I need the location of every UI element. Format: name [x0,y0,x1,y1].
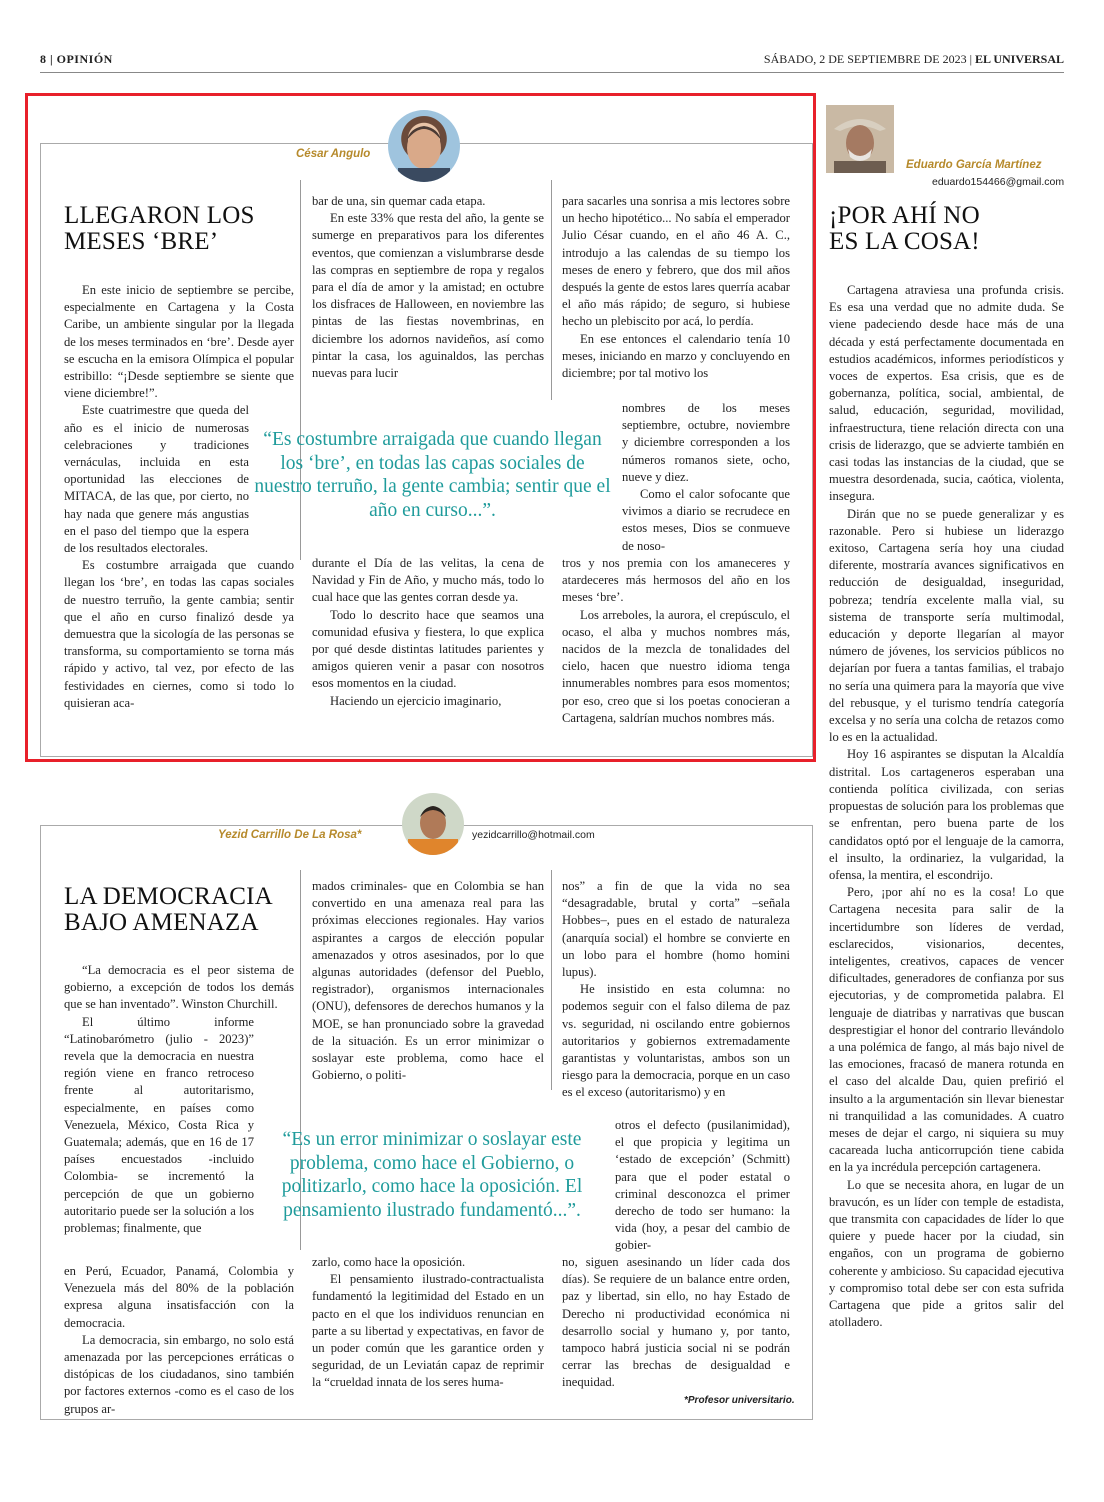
paragraph: nos” a fin de que la vida no sea “desagradable, brutal y corta” –señala Hobbes–, pues en el estado de naturaleza (anarquía social) el hombre se convierte en un lobo para el hombre (homo homini lupus). [562,879,790,980]
article-column [615,1117,790,1255]
paragraph: no, siguen asesinando un líder cada dos días). Se requiere de un balance entre orden, paz y libertad, sin ello, no hay Estado de Derecho ni productividad económica ni desarrollo social y humano y, por tanto, tampoco habrá justicia social ni se podrán cerrar las brechas de desigualdad e inequidad. [562,1255,790,1390]
article-column [829,282,1064,1331]
paragraph: “La democracia es el peor sistema de gobierno, a excepción de todos los demás que se han inventado”. Winston Churchill. [64,963,294,1012]
article-column [64,1263,294,1418]
date-text: SÁBADO, 2 DE SEPTIEMBRE DE 2023 | [763,52,975,66]
article-column [312,878,544,1084]
paragraph: Hoy 16 aspirantes se disputan la Alcaldía distrital. Los cartageneros esperaban una contienda política civilizada, con serias propuestas de solución para los problemas que se enfrentan, pero buena parte de los candidatos optó por el lenguaje de la camorra, el insulto, la ordinariez, la vulgaridad, la ofensa, la mentira, el escondrijo. [829,747,1064,882]
paragraph: durante el Día de las velitas, la cena de Navidad y Fin de Año, y mucho más, todo lo cual hace que las gentes corran desde ya. [312,556,544,605]
paragraph: Pero, ¡por ahí no es la cosa! Lo que Cartagena necesita para salir de la incertidumbre son líderes de verdad, esclarecidos, visionarios, decentes, inteligentes, creativos, capaces de vencer dificultades, generadores de confianza por sus ejecutorias, y de comprometida palabra. El lenguaje de diatribas y narrativas que buscan desprestigiar el honor del contrario llevándolo a una polémica de fango, al más bajo nivel de las emociones, fracasó de manera rotunda en el caso del alcalde Dau, quien prefirió el insulto a la argumentación sin llevar bienestar ni tranquilidad a las comunidades. A cuatro meses de dejar el cargo, ni siquiera su muy cacareada lucha anticorrupción tiene cabida en la ya incrédula percepción cartagenera. [829,885,1064,1175]
paper-name: EL UNIVERSAL [974,52,1064,66]
paragraph: para sacarles una sonrisa a mis lectores sobre un hecho hipotético... No sabía el emperador Julio César cuando, en el año 46 A. C., introdujo a las calendas de su tiempo los meses de enero y febrero, que dos mil años después la gente de estos lares querría acabar el año más rápido; de seguro, si hubiese hecho un plebiscito por acá, lo perdía. [562,194,790,329]
paragraph: El pensamiento ilustrado-contractualista fundamentó la legitimidad del Estado en un pacto en el que los individuos renuncian en parte a su libertad y expectativas, en favor de un poder común que les garantice orden y seguridad, de un Leviatán capaz de reprimir la “crueldad innata de los seres huma- [312,1272,544,1390]
paragraph: La democracia, sin embargo, no solo está amenazada por las percepciones erráticas o distópicas de los ciudadanos, sino también por factores externos -como es el caso de los grupos ar- [64,1332,294,1416]
paragraph: En este 33% que resta del año, la gente se sumerge en preparativos para los diferentes eventos, que comienzan a vislumbrarse desde las compras en septiembre de ropa y regalos para el día de amor y la amistad; en octubre los disfraces de Halloween, en noviembre las pintas de las fiestas novembrinas, en diciembre los adornos navideños, así como pintar la casa, los aguinaldos, las perchas nuevas para lucir [312,211,544,381]
section-label: 8 | OPINIÓN [40,52,113,66]
column-divider [551,870,552,1090]
paragraph: En ese entonces el calendario tenía 10 meses, iniciando en marzo y concluyendo en diciembre; por tal motivo los [562,331,790,381]
pull-quote: “Es un error minimizar o soslayar este problema, como hace el Gobierno, o politizarlo, como hace la oposición. El pensamiento ilustrado fundamentó...”. [281,1129,583,1221]
article-column [562,1254,790,1392]
article-column [312,555,544,710]
author-email: eduardo154466@gmail.com [932,176,1065,188]
paragraph: en Perú, Ecuador, Panamá, Colombia y Venezuela más del 80% de la población expresa alguna insatisfacción con la democracia. [64,1264,294,1330]
paragraph: He insistido en esta columna: no podemos seguir con el falso dilema de paz vs. seguridad, ni oscilando entre gobiernos autoritarios y gobiernos extremadamente garantistas y voluntaristas, ambos son un riesgo para la democracia, porque en un caso es el exceso (autoritarismo) y en [562,982,790,1100]
portrait-yezid-carrillo-icon [402,793,464,855]
author-email: yezidcarrillo@hotmail.com [472,829,595,841]
article-column [312,193,544,382]
paragraph: zarlo, como hace la oposición. [312,1255,466,1269]
paragraph: otros el defecto (pusilanimidad), el que propicia y legitima un ‘estado de excepción’ (Schmitt) para que el poder estatal o criminal desconozca el primer derecho de todo ser humano: la vida (hoy, a pesar del cambio de gobier- [615,1118,790,1253]
paragraph: Lo que se necesita ahora, en lugar de un bravucón, es un líder con temple de estadista, que transmita con capacidades de líder lo que quiere y puede hacer por la ciudad, sin engaños, con un programa de gobierno coherente y ambicioso. Su capacidad ejecutiva y compromiso total debe ser con esta sufrida Cartagena que pide a gritos salir del atolladero. [829,1177,1064,1330]
article-column [562,193,790,382]
article-column [562,555,790,727]
article-column [562,878,790,1102]
article-title [64,203,255,255]
author-footnote: *Profesor universitario. [684,1395,795,1406]
author-name: César Angulo [296,148,371,160]
paragraph: bar de una, sin quemar cada etapa. [312,194,486,208]
page-header [40,52,1064,70]
title-line: MESES ‘BRE’ [64,228,219,255]
paragraph: tros y nos premia con los amaneceres y atardeceres más hermosos del año en los meses ‘bre’. [562,556,790,605]
article-title [829,203,980,255]
paragraph: Cartagena atraviesa una profunda crisis. Es esa una verdad que no admite duda. Se viene padeciendo desde hace más de una década y está perfectamente documentada en estudios académicos, informes periodísticos y voces de expertos. Esa crisis, que es de gobernanza, política, social, ambiental, de salud, educación, seguridad, movilidad, infraestructura, tiene relación directa con una crisis de liderazgo, que se advierte también en casi todas las instancias de la ciudad, que se muestra desordenada, sucia, caótica, violenta, insegura. [829,283,1064,504]
paragraph: Como el calor sofocante que vivimos a diario se recrudece en estos meses, Dios se conmueve de noso- [622,487,790,553]
title-line: LLEGARON LOS [64,202,255,229]
portrait-eduardo-garcia-icon [826,105,894,173]
title-line: ¡POR AHÍ NO [829,202,980,229]
paragraph: nombres de los meses septiembre, octubre, noviembre y diciembre corresponden a los números romanos siete, ocho, nueve y diez. [622,401,790,484]
column-divider [551,180,552,400]
paragraph: Es costumbre arraigada que cuando llegan los ‘bre’, en todas las capas sociales de nuestro terruño, la gente cambia; sentir que el año en curso finalizó desde ya demuestra que la sicología de las personas se transforma, su comportamiento se torna más rápido y activo, tal vez, por efecto de las festividades en ciernes, como si todo lo quisieran aca- [64,558,294,710]
paragraph: Todo lo descrito hace que seamos una comunidad efusiva y fiestera, lo que explica por qué desde distintas latitudes parientes y amigos quieren venir a pasar con nosotros esos momentos en la ciudad. [312,607,544,691]
paragraph: Este cuatrimestre que queda del año es el inicio de numerosas celebraciones y tradiciones vernáculas, incluida en esta oportunidad las elecciones de MITACA, de las que, por cierto, no hay nada que genere más angustias en el paso del tiempo que la espera de los resultados electorales. [64,403,249,556]
article-column [312,1254,544,1392]
paragraph: En este inicio de septiembre se percibe, especialmente en Cartagena y la Costa Caribe, un ambiente singular por la llegada de los meses terminados en ‘bre’. Desde ayer se escucha en la emisora Olímpica el popular estribillo: “¡Desde septiembre se siente que viene diciembre!”. [64,283,294,401]
pull-quote: “Es costumbre arraigada que cuando llegan los ‘bre’, en todas las capas sociales de nuestro terruño, la gente cambia; sentir que el año en curso...”. [254,429,611,521]
portrait-cesar-angulo-icon [388,110,460,182]
paragraph: Dirán que no se puede generalizar y es razonable. Pero si hubiese un liderazgo exitoso, Cartagena sería hoy una ciudad diferente, mostraría avances significativos en reducción de desigualdad, inseguridad, pobreza; tendría excelente malla vial, su sistema de transporte sería multimodal, educación y deporte llegarían al mayor número de jóvenes, los servicios públicos no dejarían por fuera a tantas familias, el trabajo no sería una quimera para la mayoría que vive del rebusque, y el turismo tendría categoría excelsa y no sería una colcha de retazos como lo es en la actualidad. [829,506,1064,745]
title-line: LA DEMOCRACIA [64,883,273,910]
title-line: ES LA COSA! [829,228,980,255]
header-rule [40,72,1064,73]
date-line [764,52,1064,67]
paragraph: Haciendo un ejercicio imaginario, [330,693,502,708]
author-name: Yezid Carrillo De La Rosa* [218,829,362,841]
paragraph: El último informe “Latinobarómetro (julio - 2023)” revela que la democracia en nuestra región viene en franco retroceso frente al autoritarismo, especialmente, en países como Venezuela, México, Costa Rica y Guatemala; además, que en 16 de 17 países encuestados -incluido Colombia- se incrementó la percepción de que un gobierno autoritario puede ser la solución a los problemas; finalmente, que [64,1014,254,1236]
article-column [622,400,790,555]
article-title [64,884,273,936]
paragraph: mados criminales- que en Colombia se han convertido en una amenaza real para las próximas elecciones regionales. Hay varios aspirantes a cargos de elección popular amenazados y otros asesinados, por lo que algunas autoridades (defensor del Pueblo, registrador), organismos internacionales (ONU), defensores de derechos humanos y la MOE, se han pronunciado sobre la gravedad de la situación. Es un error minimizar o soslayar este problema, como hace el Gobierno, o politi- [312,879,544,1083]
title-line: BAJO AMENAZA [64,909,259,936]
paragraph: Los arreboles, la aurora, el crepúsculo, el ocaso, el alba y muchos nombres más, nacidos de la mezcla de tonalidades del cielo, hacen que nuestro idioma tenga innumerables nombres para esos momentos; por eso, creo que si los poetas conocieran a Cartagena, saldrían muchos nombres más. [562,607,790,725]
author-name: Eduardo García Martínez [906,159,1042,171]
